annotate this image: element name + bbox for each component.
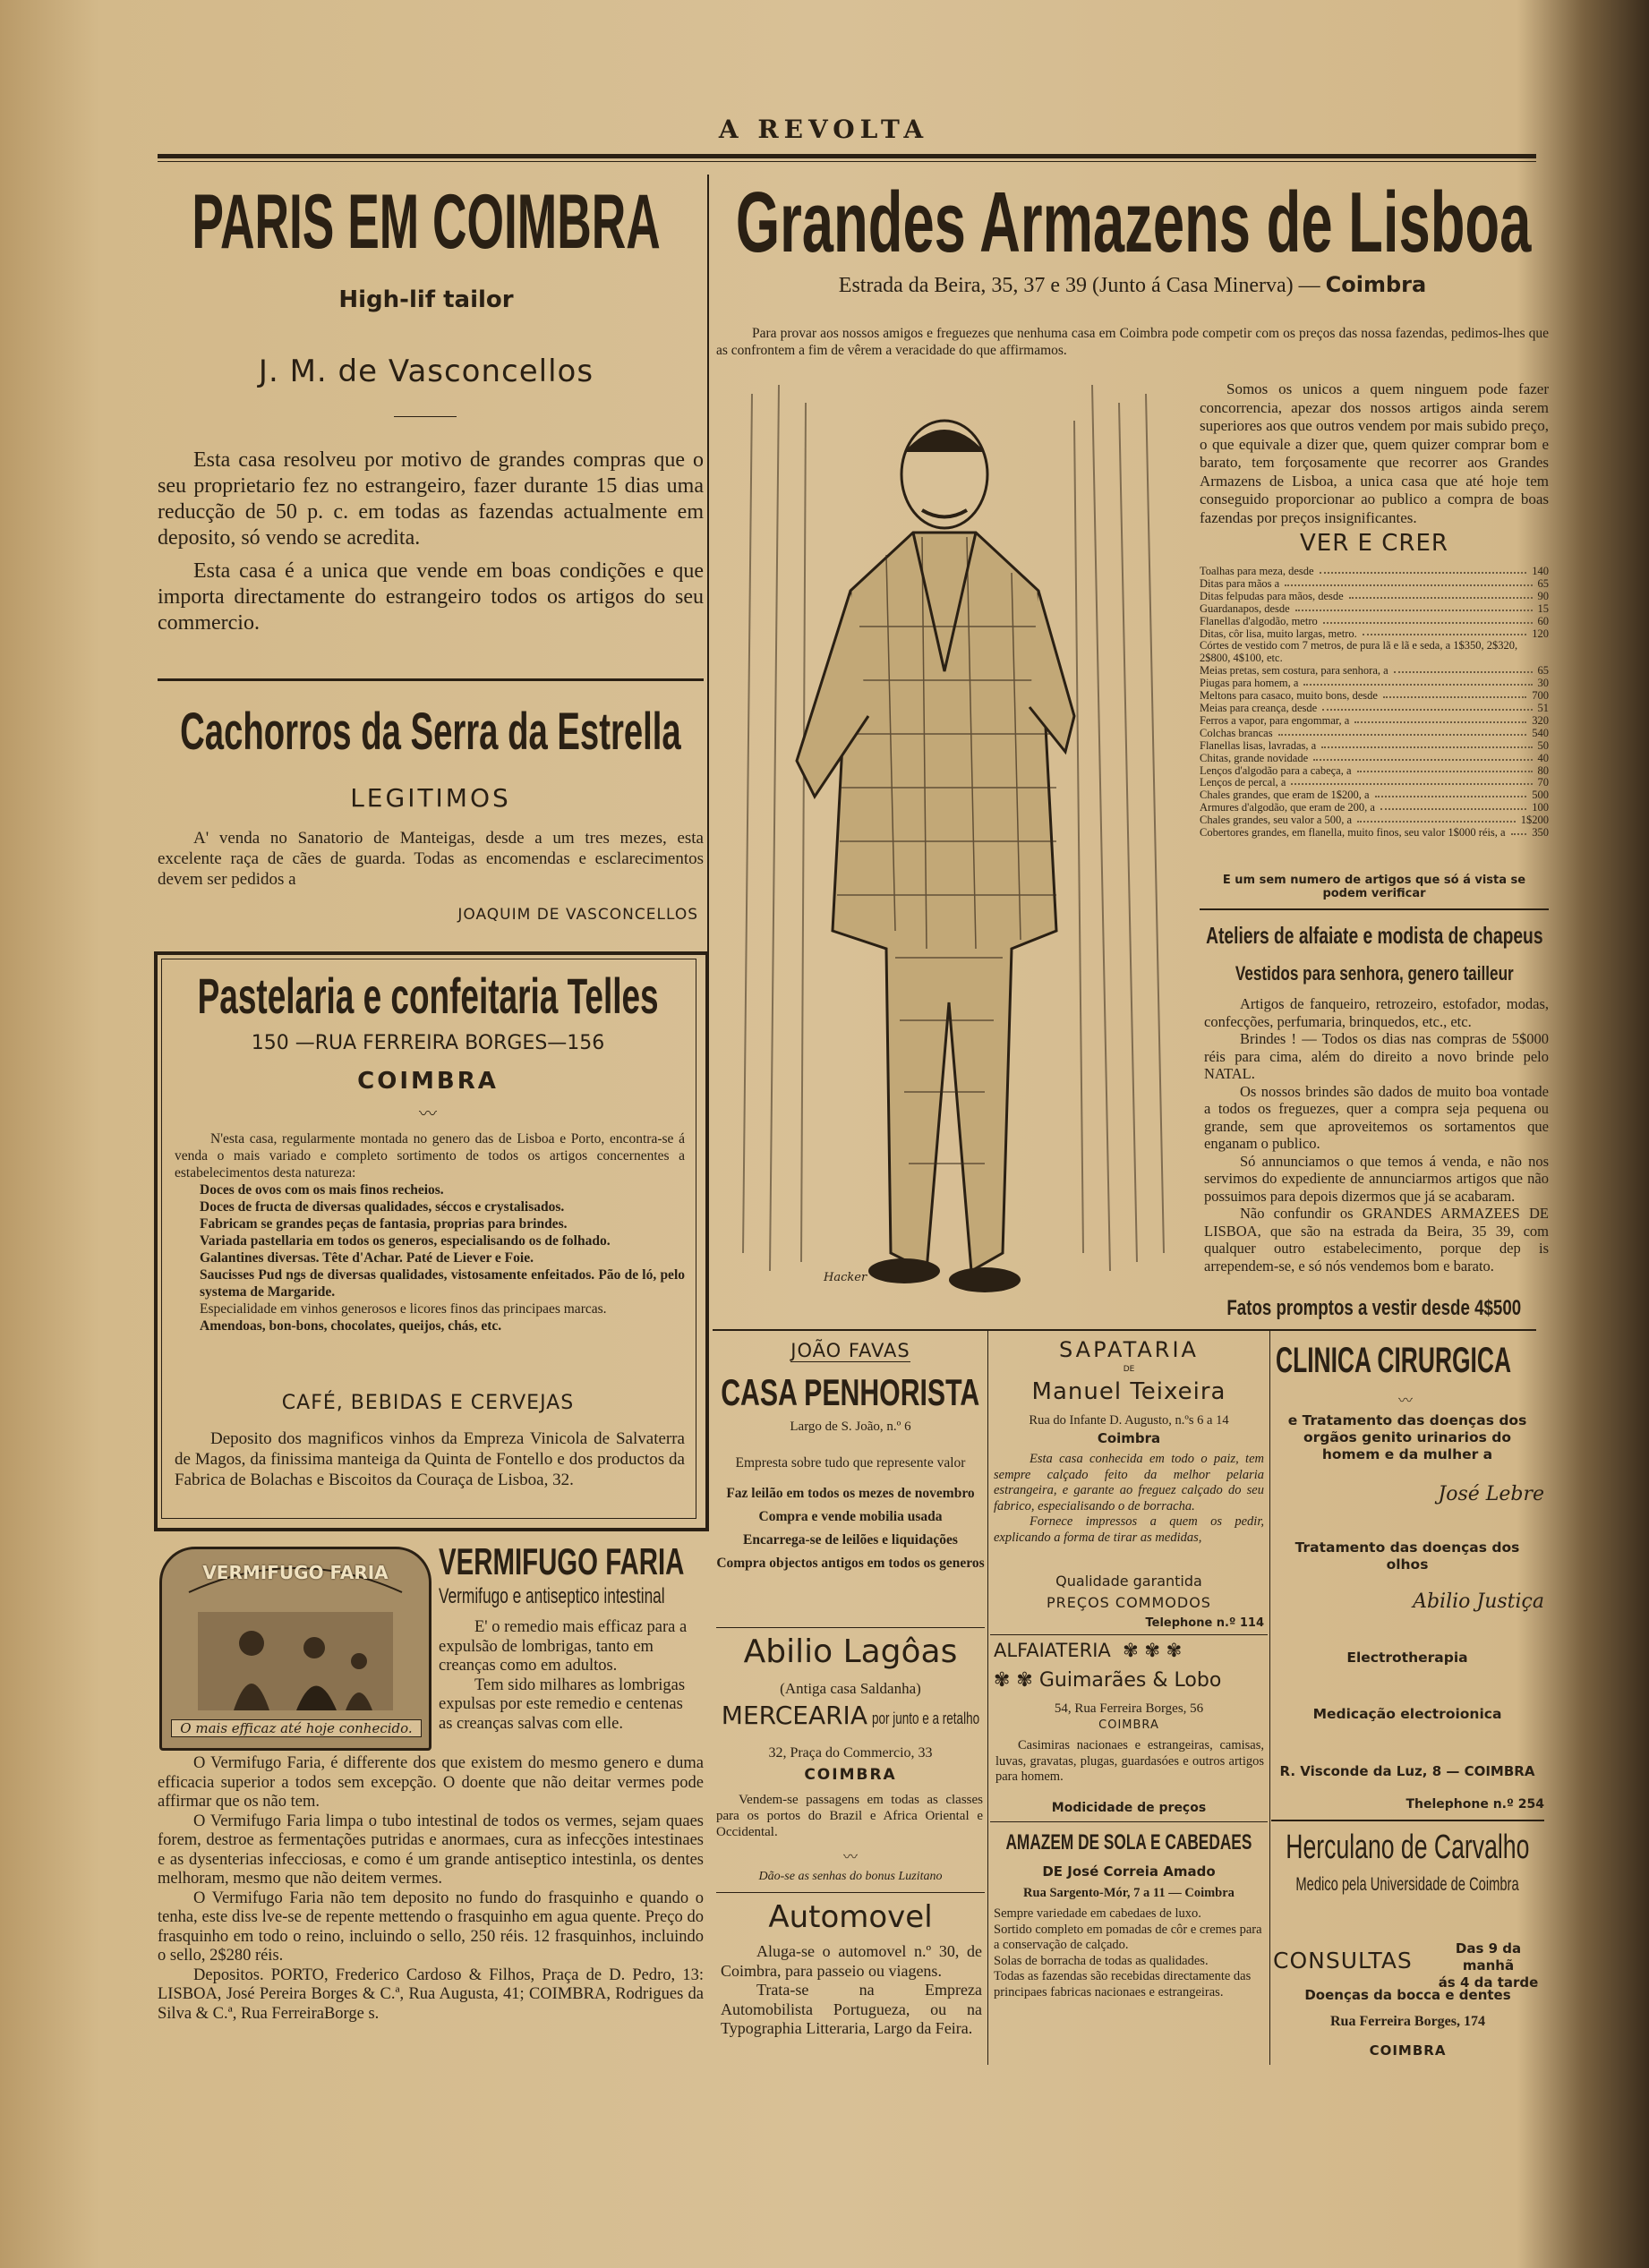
vermifugo-subtitle: Vermifugo e antiseptico intestinal <box>439 1584 665 1608</box>
price-leader <box>1394 665 1533 673</box>
price-value: 70 <box>1537 776 1549 789</box>
herculano-title: Herculano de Carvalho <box>1286 1829 1530 1866</box>
herculano-address: Rua Ferreira Borges, 174 <box>1330 2014 1485 2029</box>
joao-title: CASA PENHORISTA <box>721 1371 980 1413</box>
price-row <box>1200 765 1549 778</box>
price-list <box>1200 566 1549 840</box>
paris-title: PARIS EM COIMBRA <box>192 179 661 265</box>
clinica-doctor-2: Abilio Justiça <box>1413 1590 1544 1613</box>
clinica-l3: Electrotherapia <box>1346 1650 1468 1666</box>
price-item: Chitas, grande novidade <box>1200 751 1309 764</box>
ornament-icon-3: 〰 <box>1397 1392 1413 1409</box>
tailor-illustration <box>716 376 1200 1325</box>
price-row <box>1200 690 1549 703</box>
alfaiateria-header: ALFAIATERIA ✾ ✾ ✾ <box>994 1640 1183 1661</box>
price-leader <box>1375 789 1527 797</box>
herculano-hours: Das 9 da manhã ás 4 da tarde <box>1438 1940 1539 1991</box>
amazem-list: Sempre variedade em cabedaes de luxo. Sortido completo em pomadas de côr e cremes para a conservação de calçado. Solas de borracha de todas as qualidades. Todas as fazendas são recebidas directamente das principaes fabricas nacionaes e estrangeiras. <box>994 1906 1262 1999</box>
sapataria-name: Manuel Teixeira <box>1031 1378 1226 1405</box>
price-value: 60 <box>1537 614 1549 627</box>
pastelaria-deposit: Deposito dos magnificos vinhos da Empreza Vinicola de Salvaterra de Magos, da finissima manteiga da Quinta de Fontello e dos productos da Fabrica de Bolachas e Biscoitos da Couraça de Lisboa, 32. <box>175 1429 685 1489</box>
sapataria-address: Rua do Infante D. Augusto, n.ºs 6 a 14 <box>1029 1413 1229 1428</box>
grandes-note: E um sem numero de artigos que só á vista se podem verificar <box>1222 874 1526 900</box>
herculano-doencas: Doenças da bocca e dentes <box>1304 1987 1511 2003</box>
price-row <box>1200 728 1549 740</box>
clinica-doctor-1: José Lebre <box>1438 1483 1544 1505</box>
price-leader <box>1313 753 1532 761</box>
price-leader <box>1349 591 1533 599</box>
sapataria-tel: Telephone n.º 114 <box>1145 1616 1264 1630</box>
abilio-sub: (Antiga casa Saldanha) <box>780 1680 921 1697</box>
price-value: 30 <box>1537 677 1549 690</box>
price-row <box>1200 578 1549 591</box>
masthead-rule-thin <box>158 161 1536 162</box>
price-value: 700 <box>1532 689 1549 703</box>
price-leader <box>1357 814 1516 823</box>
abilio-bonus: Dão-se as senhas do bonus Luzitano <box>758 1870 943 1883</box>
amazem-address: Rua Sargento-Mór, 7 a 11 — Coimbra <box>1023 1886 1235 1900</box>
price-item: Cobertores grandes, em flanella, muito finos, seu valor 1$000 réis, a <box>1200 826 1506 840</box>
pastelaria-address: 150 —RUA FERREIRA BORGES—156 <box>251 1032 605 1054</box>
price-row <box>1200 715 1549 728</box>
vermifugo-text: O Vermifugo Faria, é differente dos que existem do mesmo genero e duma efficacia superior a todos sem excepção. O doente que não deitar vermes pode affirmar que os não tem. O Vermifugo Faria limpa o tubo intestinal de todos os vermes, sejam quaes forem, destroe as fermentações putridas e anormaes, cura as infecções intestinaes e as dysenterias infecciosas, e como é um grande antiseptico intestinla, os dentes melhoram, mesmo que não deitem vermes. O Vermifugo Faria não tem deposito no fundo do frasquinho e quando o tenha, este diss lve-se de repente mettendo o frasquinho em agua quente. Preço do frasquinho em todo o reino, incluindo o sello, 250 réis. 12 frasquinhos, incluindo o sello, 2$280 réis. Depositos. PORTO, Frederico Cardoso & Filhos, Praça de D. Pedro, 13: LISBOA, José Pereira Borges & C.ª, Rua Augusta, 41; COIMBRA, Rodrigues da Silva & C.ª, Rua FerreiraBorge s. <box>158 1754 704 2023</box>
price-value: 350 <box>1532 826 1549 840</box>
flower-ornament-icon-2: ✾ ✾ <box>994 1669 1039 1692</box>
clinica-l2: Tratamento das doenças dos olhos <box>1294 1539 1520 1573</box>
price-row <box>1200 678 1549 690</box>
masthead: A REVOLTA <box>718 115 929 144</box>
grandes-city: Coimbra <box>1325 272 1427 297</box>
price-leader <box>1380 802 1526 810</box>
joao-header: JOÃO FAVAS <box>790 1340 910 1361</box>
price-item: Toalhas para meza, desde <box>1200 565 1314 577</box>
price-row <box>1200 789 1549 802</box>
sapataria-de: DE <box>1123 1365 1135 1374</box>
price-leader <box>1354 715 1526 723</box>
amazem-name: DE José Correia Amado <box>1042 1863 1216 1880</box>
sapataria-title: SAPATARIA <box>1059 1337 1199 1362</box>
vermifugo-image <box>159 1547 431 1751</box>
clinica-l1: e Tratamento das doenças dos orgãos genito urinarios do homem e da mulher a <box>1287 1412 1527 1462</box>
illustration-signature: Hacker <box>824 1271 867 1284</box>
price-row <box>1200 616 1549 628</box>
price-value: 40 <box>1537 751 1549 764</box>
price-row <box>1200 753 1549 765</box>
price-leader <box>1278 728 1527 736</box>
joao-address: Largo de S. João, n.º 6 <box>790 1420 911 1434</box>
price-leader <box>1357 765 1533 773</box>
price-item: Ditas felpudas para mãos, desde <box>1200 589 1344 602</box>
price-row <box>1200 703 1549 715</box>
sapataria-quality: Qualidade garantida <box>1055 1573 1202 1590</box>
price-item: Guardanapos, desde <box>1200 601 1290 615</box>
ornament-icon-2: 〰 <box>842 1848 858 1865</box>
price-item: Córtes de vestido com 7 metros, de pura lã e lã e seda, a 1$350, 2$320, 2$800, 4$100, etc. <box>1200 639 1518 665</box>
paris-owner: J. M. de Vasconcellos <box>258 354 594 389</box>
vermifugo-title: VERMIFUGO FARIA <box>439 1541 685 1582</box>
price-item: Flanellas lisas, lavradas, a <box>1200 738 1317 752</box>
flower-ornament-icon: ✾ ✾ ✾ <box>1116 1640 1183 1661</box>
price-leader <box>1383 690 1526 698</box>
price-item: Flanellas d'algodão, metro <box>1200 614 1318 627</box>
auto-title: Automovel <box>768 1899 933 1935</box>
grandes-address: Estrada da Beira, 35, 37 e 39 (Junto á Casa Minerva) — <box>838 274 1320 297</box>
herculano-sub: Medico pela Universidade de Coimbra <box>1295 1874 1520 1895</box>
alfaiateria-city: COIMBRA <box>1098 1718 1159 1732</box>
clinica-title: CLINICA CIRURGICA <box>1276 1341 1512 1380</box>
ornament-icon: 〰 <box>419 1103 437 1124</box>
paris-subtitle: High-lif tailor <box>338 286 514 313</box>
grandes-address-line <box>716 273 1549 298</box>
price-leader <box>1295 603 1533 611</box>
abilio-city: COIMBRA <box>804 1766 897 1784</box>
cachorros-title: Cachorros da Serra da Estrella <box>180 703 681 761</box>
herculano-city: COIMBRA <box>1369 2042 1447 2059</box>
ver-e-crer: VER E CRER <box>1300 530 1448 557</box>
price-value: 51 <box>1537 701 1549 714</box>
cachorros-subtitle: LEGITIMOS <box>350 783 511 813</box>
gentleman-suit-icon <box>716 376 1200 1325</box>
masthead-rule <box>158 154 1536 158</box>
price-leader <box>1320 566 1527 574</box>
sapataria-city: Coimbra <box>1097 1430 1161 1446</box>
price-item: Chales grandes, seu valor a 500, a <box>1200 814 1353 827</box>
price-value: 50 <box>1537 738 1549 752</box>
vermifugo-intro: E' o remedio mais efficaz para a expulsão de lombrigas, tanto em creanças como em adultos. Tem sido milhares as lombrigas expulsas por este remedio e centenas as creanças salvas com elle. <box>439 1618 688 1733</box>
grandes-intro: Para provar aos nossos amigos e freguezes que nenhuma casa em Coimbra pode competir com os preços das nossa fazendas, pedimos-lhes que as confrontem a fim de vêrem a veracidade do que affirmamos. <box>716 326 1549 358</box>
price-value: 320 <box>1532 713 1549 727</box>
abilio-mercearia: MERCEARIA por junto e a retalho <box>721 1701 980 1730</box>
price-item: Piugas para homem, a <box>1200 677 1299 690</box>
price-value: 90 <box>1537 589 1549 602</box>
price-row <box>1200 628 1549 641</box>
grandes-side-text: Somos os unicos a quem ninguem pode fazer concorrencia, apezar dos nossos artigos ainda serem superiores aos que outros vendem por mais subido preço, o que equivale a dizer que, quem quizer comprar bom e barato, tem forçosamente que recorrer aos Grandes Armazens de Lisboa, a unica casa que até hoje tem conseguido proporcionar ao publico a compra de boas fazendas por preços insignificantes. <box>1200 380 1549 526</box>
price-item: Ferros a vapor, para engommar, a <box>1200 713 1350 727</box>
alfaiateria-text: Casimiras nacionaes e estrangeiras, camisas, luvas, gravatas, plugas, guardasóes e outros artigos para homem. <box>995 1738 1264 1784</box>
price-row <box>1200 740 1549 753</box>
price-leader <box>1285 578 1532 586</box>
price-item: Ditas, côr lisa, muito largas, metro. <box>1200 627 1357 640</box>
pastelaria-city: COIMBRA <box>357 1068 499 1095</box>
clinica-tel: Thelephone n.º 254 <box>1405 1797 1544 1812</box>
price-value: 500 <box>1532 789 1549 802</box>
price-item: Meias pretas, sem costura, para senhora, a <box>1200 664 1388 678</box>
price-leader <box>1363 628 1526 636</box>
auto-text: Aluga-se o automovel n.º 30, de Coimbra, para passeio ou viagens. Trata-se na Empreza Automobilista Portugueza, ou na Typographia Litteraria, Largo da Feira. <box>721 1942 982 2037</box>
price-value: 65 <box>1537 576 1549 590</box>
price-value: 65 <box>1537 664 1549 678</box>
price-item: Chales grandes, que eram de 1$200, a <box>1200 789 1370 802</box>
price-leader <box>1291 777 1532 785</box>
abilio-address: 32, Praça do Commercio, 33 <box>768 1745 933 1761</box>
price-row <box>1200 603 1549 616</box>
price-row <box>1200 665 1549 678</box>
paris-text: Esta casa resolveu por motivo de grandes compras que o seu proprietario fez no estrangeiro, fazer durante 15 dias uma reducção de 50 p. c. em todas as fazendas actualmente em deposito, só vendo se acredita. Esta casa é a unica que vende em boas condições e que importa directamente do estrangeiro todos os artigos do seu commercio. <box>158 448 704 635</box>
vestidos-title: Vestidos para senhora, genero tailleur <box>1235 962 1514 985</box>
amazem-title: AMAZEM DE SOLA E CABEDAES <box>1005 1830 1252 1854</box>
price-value: 120 <box>1532 627 1549 640</box>
alfaiateria-name-line: ✾ ✾ Guimarães & Lobo <box>994 1669 1222 1692</box>
price-leader <box>1323 616 1533 624</box>
price-item: Meltons para casaco, muito bons, desde <box>1200 689 1378 703</box>
price-row <box>1200 566 1549 578</box>
clinica-l4: Medicação electroionica <box>1312 1706 1502 1722</box>
price-leader <box>1322 703 1532 711</box>
abilio-title: Abilio Lagôas <box>743 1633 958 1670</box>
joao-list: Empresta sobre tudo que represente valor Faz leilão em todos os mezes de novembro Compra e vende mobilia usada Encarrega-se de leilões e liquidações Compra objectos antigos em todos os generos <box>716 1455 985 1571</box>
price-item: Armures d'algodão, que eram de 200, a <box>1200 801 1375 814</box>
pastelaria-title: Pastelaria e confeitaria Telles <box>197 968 659 1024</box>
price-value: 140 <box>1532 565 1549 577</box>
fatos-line: Fatos promptos a vestir desde 4$500 <box>1226 1296 1522 1320</box>
sapataria-text: Esta casa conhecida em todo o paiz, tem sempre calçado feito da melhor pelaria estrangeira, e garante ao freguez calçado do seu fabrico, especialisando o de borracha. Fornece impressos a quem os pedir, explicando a forma de tirar as medidas, <box>994 1452 1264 1545</box>
vermifugo-image-caption: O mais efficaz até hoje conhecido. <box>171 1719 422 1737</box>
ateliers-title: Ateliers de alfaiate e modista de chapeus <box>1205 922 1543 949</box>
price-row <box>1200 777 1549 789</box>
grandes-title: Grandes Armazens de Lisboa <box>735 175 1532 270</box>
price-leader <box>1511 827 1527 835</box>
vermifugo-image-banner: VERMIFUGO FARIA <box>202 1562 389 1583</box>
price-item: Colchas brancas <box>1200 726 1273 739</box>
alfaiateria-mod: Modicidade de preços <box>1051 1801 1207 1815</box>
grandes-body: Artigos de fanqueiro, retrozeiro, estofador, modas, confecções, perfumaria, brinquedos, etc., etc. Brindes ! — Todos os dias nas compras de 5$000 réis para cima, além do direito a novo brinde pelo NATAL. Os nossos brindes são dados de muito boa vontade a todos os freguezes, quer a compra seja pequena ou grande, sem que aproveitemos os sortamentos que enganam o publico. Só annunciamos o que temos á venda, e não nos servimos do expediente de annunciarmos artigos que não possuimos para depois dizermos que já se acabaram. Não confundir os GRANDES ARMAZEES DE LISBOA, que são na estrada da Beira, 35 39, com qualquer outro estabelecimento, porque dep is arrependem-se, e só nós vendemos bom e barato. <box>1204 995 1549 1275</box>
pastelaria-sub2: CAFÉ, BEBIDAS E CERVEJAS <box>281 1392 575 1414</box>
sapataria-precos: PREÇOS COMMODOS <box>1047 1594 1211 1611</box>
cachorros-text: A' venda no Sanatorio de Manteigas, desde a um tres mezes, esta excelente raça de cães de guarda. Todas as encomendas e esclarecimentos devem ser pedidos a <box>158 829 704 889</box>
price-value: 100 <box>1532 801 1549 814</box>
price-value: 1$200 <box>1520 814 1549 827</box>
price-value: 80 <box>1537 763 1549 777</box>
price-leader <box>1321 740 1532 748</box>
price-item: Ditas para mãos a <box>1200 576 1280 590</box>
price-item: Lenços de percal, a <box>1200 776 1286 789</box>
price-row <box>1200 814 1549 827</box>
price-value: 540 <box>1532 726 1549 739</box>
price-row <box>1200 640 1549 665</box>
abilio-text: Vendem-se passagens em todas as classes para os portos do Brazil e Africa Oriental e Occidental. <box>716 1793 983 1839</box>
price-item: Lenços d'algodão para a cabeça, a <box>1200 763 1352 777</box>
price-item: Meias para creança, desde <box>1200 701 1318 714</box>
price-value: 15 <box>1537 601 1549 615</box>
price-row <box>1200 802 1549 814</box>
pastelaria-body: N'esta casa, regularmente montada no genero das de Lisboa e Porto, encontra-se á venda o mais variado e completo sortimento de todos os artigos concernentes a estabelecimentos desta natureza: Doces de ovos com os mais finos recheios. Doces de fructa de diversas qualidades, séccos e crystalisados. Fabricam se grandes peças de fantasia, proprias para brindes. Variada pastellaria em todos os generos, especialisando os de folhado. Galantines diversas. Tête d'Achar. Paté de Liever e Foie. Saucisses Pud ngs de diversas qualidades, vistosamente enfeitados. Pão de ló, pelo systema de Margaride. Especialidade em vinhos generosos e licores finos das principaes marcas. Amendoas, bon-bons, chocolates, queijos, chás, etc. <box>175 1131 685 1334</box>
price-leader <box>1303 678 1532 686</box>
price-row <box>1200 591 1549 603</box>
clinica-address: R. Visconde da Luz, 8 — COIMBRA <box>1279 1763 1535 1779</box>
alfaiateria-address: 54, Rua Ferreira Borges, 56 <box>1054 1701 1204 1716</box>
herculano-consultas: CONSULTAS <box>1273 1948 1413 1974</box>
cachorros-sign: JOAQUIM DE VASCONCELLOS <box>457 906 698 924</box>
price-row <box>1200 827 1549 840</box>
